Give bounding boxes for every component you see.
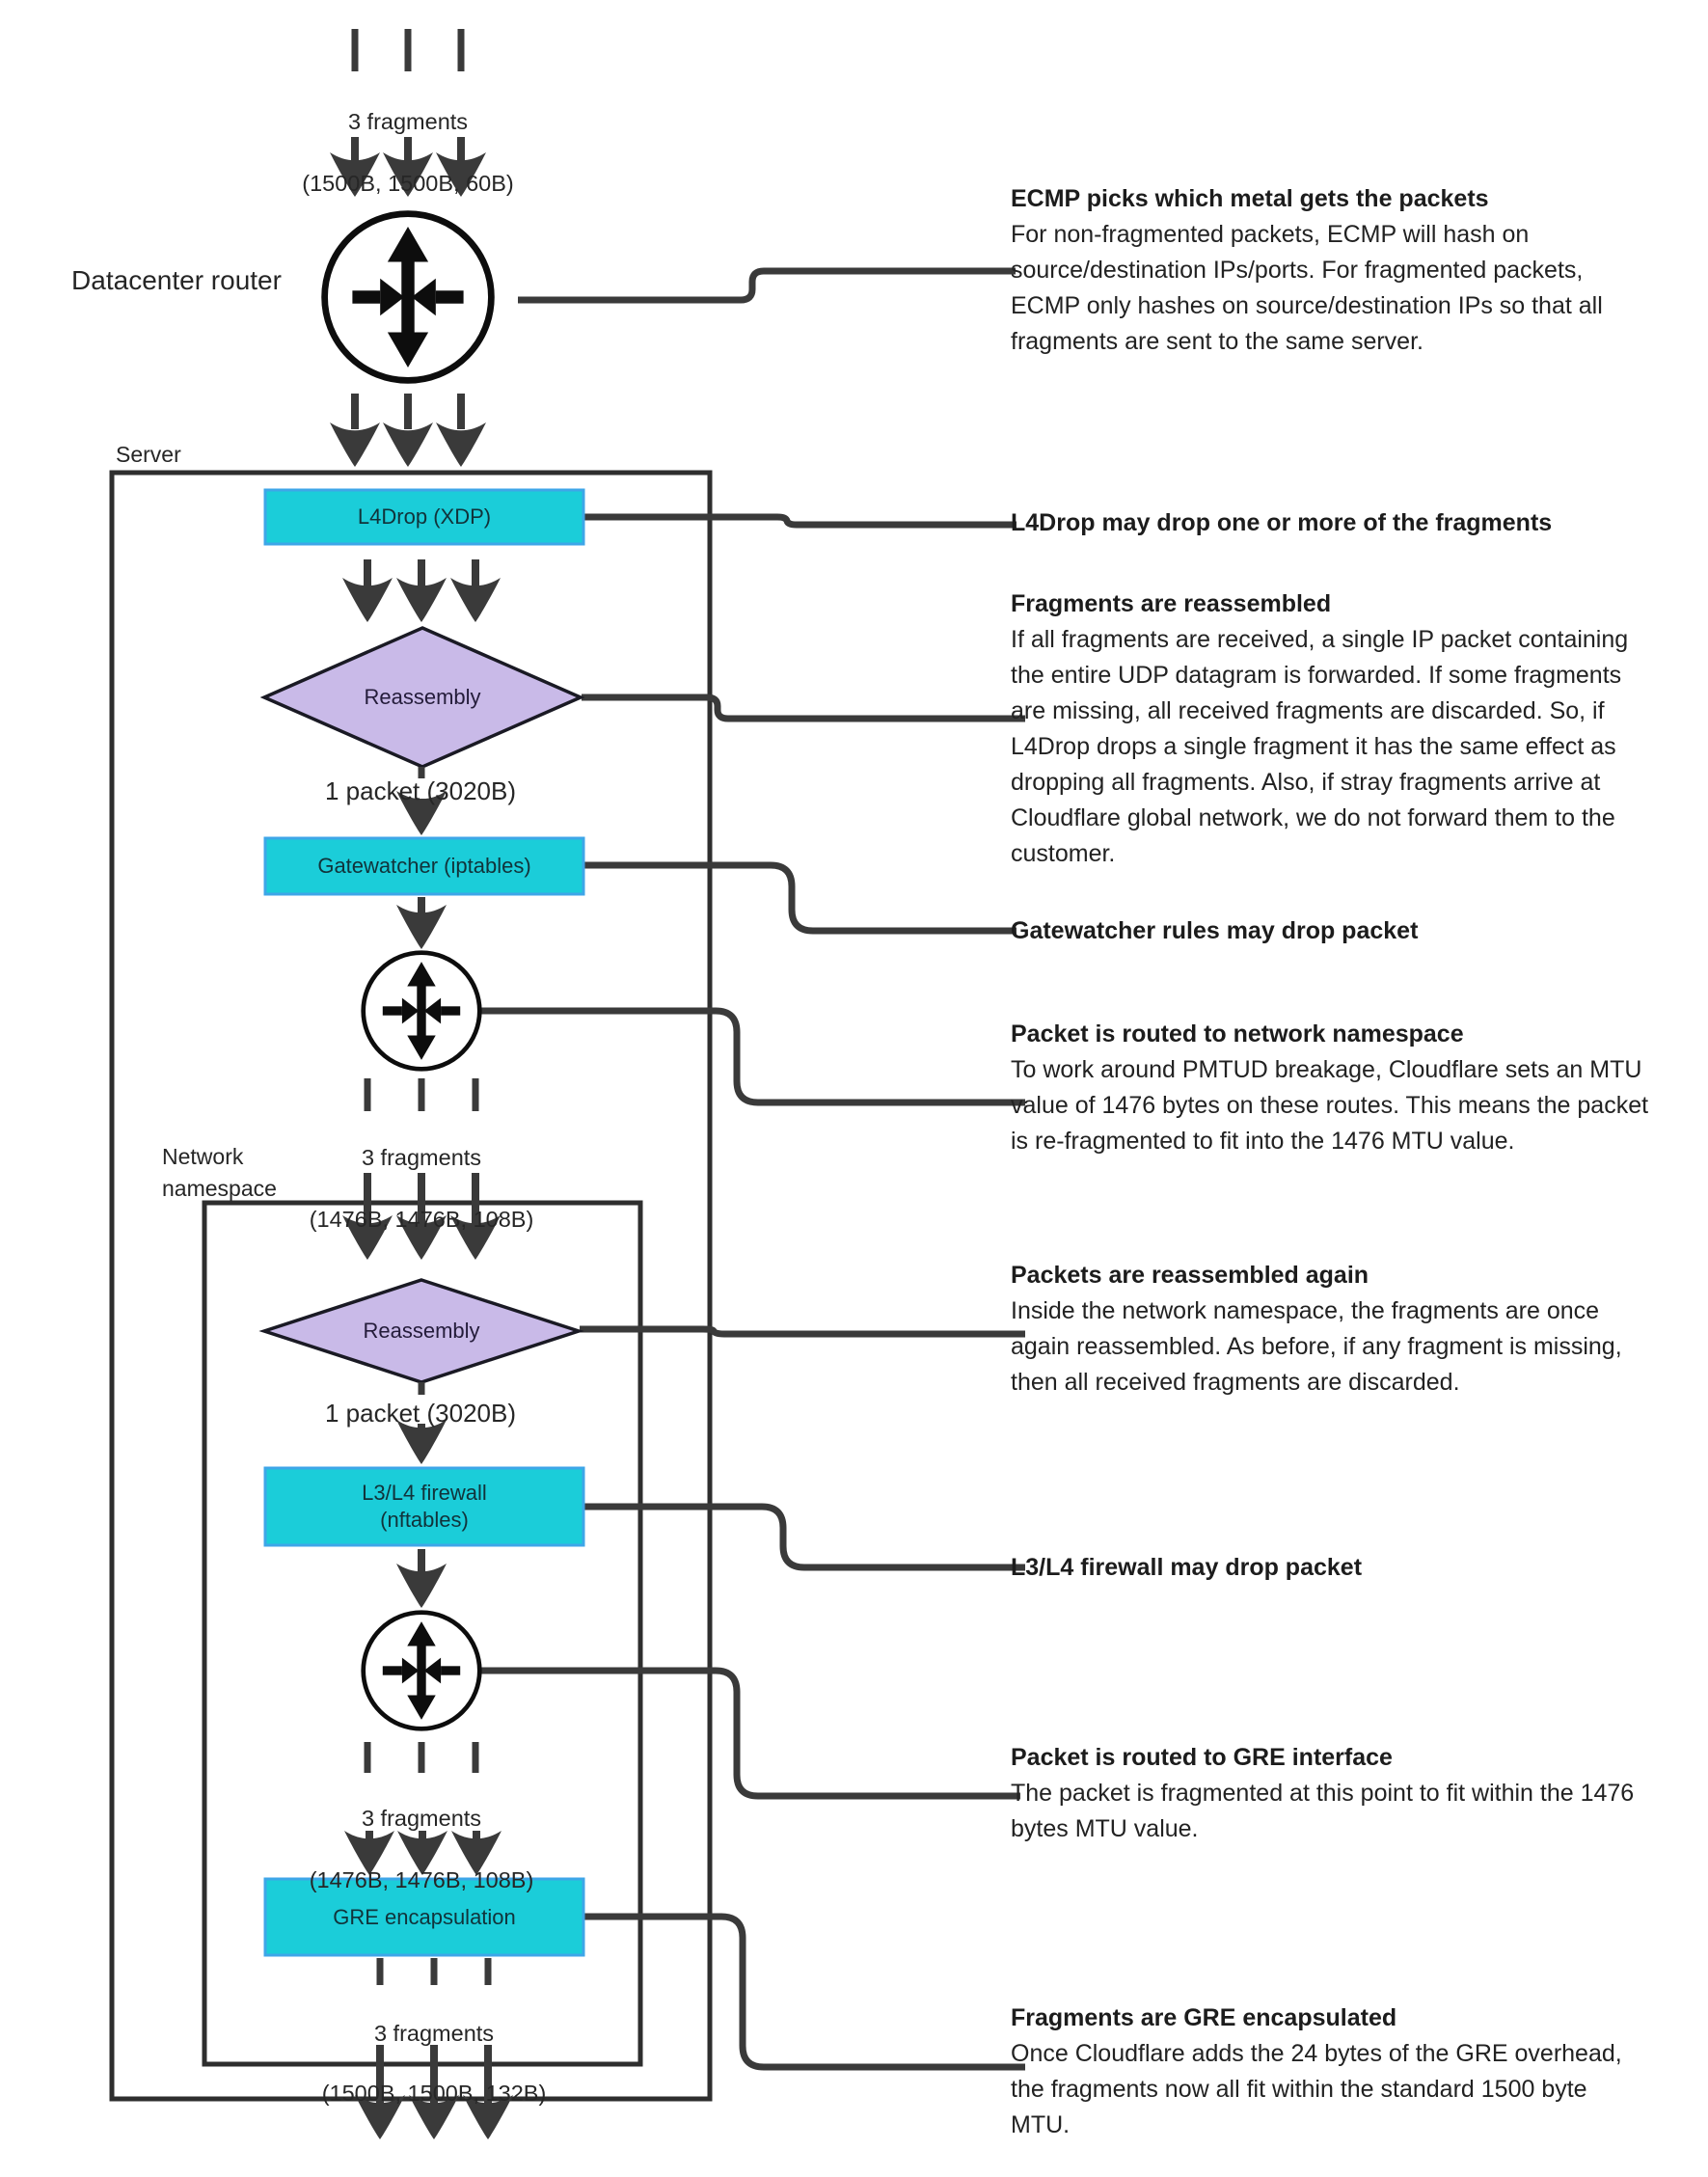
fragment-dashes-3: [367, 1742, 475, 1773]
final-fragments-label: [241, 1989, 627, 2138]
l4drop-label: L4Drop (XDP): [357, 504, 492, 529]
fragment-stubs-gre: [380, 1958, 488, 1985]
down-arrows-to-reassembly-1: [342, 559, 501, 622]
annotation-body: To work around PMTUD breakage, Cloudflare sets an MTU value of 1476 bytes on these routes. This means the packet is re-fragmented to fit into the 1476 MTU value.: [1011, 1056, 1649, 1155]
fragment-count: 3 fragments: [347, 109, 469, 134]
down-arrows-into-server: [330, 394, 486, 467]
fragment-count: 3 fragments: [361, 1145, 482, 1170]
router-icon: [364, 1613, 480, 1729]
annotation-title: Gatewatcher rules may drop packet: [1011, 917, 1419, 944]
annotation-title: Packet is routed to network namespace: [1011, 1020, 1464, 1048]
annotation-title: L4Drop may drop one or more of the fragments: [1011, 509, 1553, 536]
annotation-title: Fragments are reassembled: [1011, 590, 1332, 617]
annotation-body: Inside the network namespace, the fragments are once again reassembled. As before, if any fragment is missing, then all received fragments are discarded.: [1011, 1297, 1622, 1396]
annotation-gatewatcher: [1011, 913, 1649, 949]
annotation-body: For non-fragmented packets, ECMP will hash on source/destination IPs/ports. For fragmented packets, ECMP only hashes on source/destination IPs so that all fragments are sent to the same server.: [1011, 221, 1603, 355]
annotation-reassembled: [1011, 586, 1649, 872]
reassembly-2-label: Reassembly: [363, 1319, 480, 1343]
fragment-sizes: (1500B, 1500B, 60B): [302, 171, 514, 196]
fragment-dashes-top: [355, 29, 461, 71]
annotation-ecmp: [1011, 181, 1649, 360]
down-arrow-to-router-2: [396, 897, 447, 949]
packet-1-label: 1 packet (3020B): [324, 776, 516, 805]
firewall-label-line1: L3/L4 firewall: [362, 1481, 487, 1505]
firewall-label-line2: (nftables): [380, 1508, 469, 1532]
reassembly-1-label: Reassembly: [364, 685, 481, 709]
annotation-body: If all fragments are received, a single IP packet containing the entire UDP datagram is forwarded. If some fragments are missing, all received fragments are discarded. So, if L4Drop drops a single fragment it has the same effect as dropping all fragments. Also, if stray fragments arrive at Cloudflare global network, we do not forward them to the customer.: [1011, 626, 1629, 867]
annotation-gre-encapsulated: [1011, 2000, 1649, 2143]
annotation-title: Packet is routed to GRE interface: [1011, 1744, 1393, 1771]
annotation-gre-interface: [1011, 1740, 1649, 1847]
fragment-sizes: (1500B, 1500B, 132B): [321, 2081, 547, 2106]
fragment-count: 3 fragments: [361, 1806, 482, 1831]
firewall-label: [265, 1468, 583, 1545]
annotation-title: Fragments are GRE encapsulated: [1011, 2004, 1397, 2031]
fragment-count: 3 fragments: [373, 2021, 495, 2046]
annotation-reassembled-again: [1011, 1258, 1649, 1401]
gre-label: GRE encapsulation: [333, 1904, 516, 1929]
router-icon: [325, 214, 492, 381]
router-icon: [364, 953, 480, 1070]
datacenter-router-label: Datacenter router: [71, 265, 282, 295]
annotation-netns: [1011, 1017, 1649, 1159]
annotation-firewall: [1011, 1550, 1649, 1586]
fragment-sizes: (1476B, 1476B, 108B): [309, 1207, 534, 1232]
packet-2-label: 1 packet (3020B): [324, 1399, 516, 1428]
fragment-sizes: (1476B, 1476B, 108B): [309, 1867, 534, 1892]
top-fragments-label: [215, 75, 601, 230]
network-namespace-label: Network namespace: [162, 1144, 277, 1201]
server-label: Server: [116, 442, 181, 467]
annotation-body: The packet is fragmented at this point to fit within the 1476 bytes MTU value.: [1011, 1780, 1635, 1842]
annotation-title: L3/L4 firewall may drop packet: [1011, 1554, 1363, 1581]
down-arrow-to-router-3: [396, 1549, 447, 1608]
annotation-body: Once Cloudflare adds the 24 bytes of the GRE overhead, the fragments now all fit within the standard 1500 byte MTU.: [1011, 2040, 1622, 2138]
fragment-dashes-2: [367, 1078, 475, 1111]
annotation-title: Packets are reassembled again: [1011, 1262, 1369, 1289]
annotation-title: ECMP picks which metal gets the packets: [1011, 185, 1489, 212]
annotation-l4drop: [1011, 505, 1649, 541]
gatewatcher-label: Gatewatcher (iptables): [317, 854, 531, 878]
